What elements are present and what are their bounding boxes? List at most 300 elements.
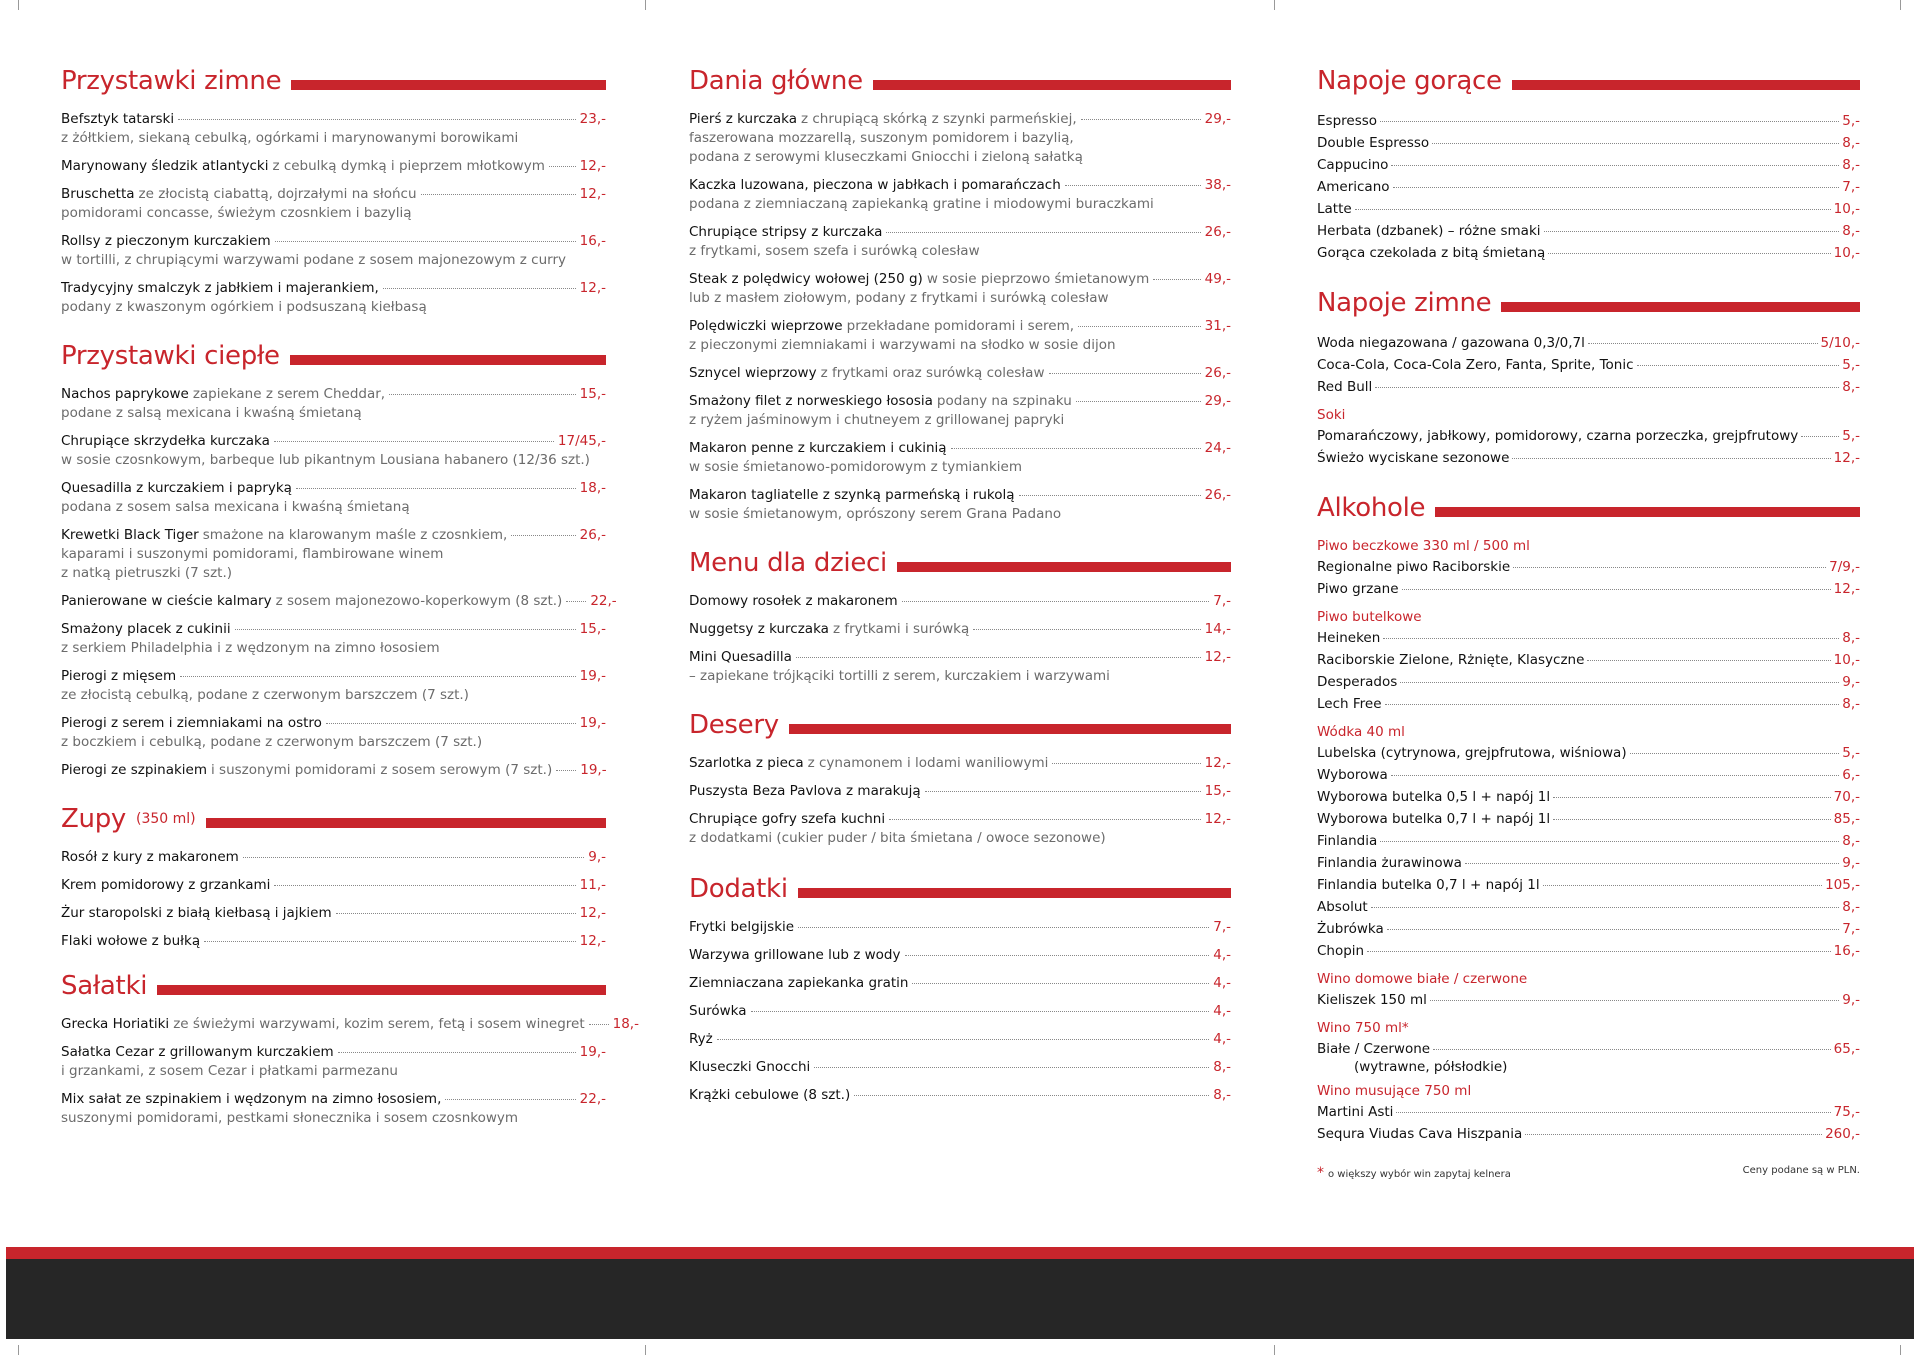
menu-item-price: 7,- [1213,919,1231,935]
section-napoje-gorace [1317,62,1860,264]
menu-item [61,904,606,923]
section-title: Dodatki [689,874,788,904]
drink-item-name: Cappucino [1317,157,1389,173]
dot-leader [925,791,1201,792]
menu-item [61,876,606,895]
menu-item [61,1090,606,1128]
dot-leader [1380,841,1839,842]
drink-item-name: Latte [1317,201,1352,217]
menu-item-description: z sosem majonezowo-koperkowym (8 szt.) [275,593,563,609]
menu-item-line [61,185,606,204]
drink-item-name: Finlandia butelka 0,7 l + napój 1l [1317,877,1540,893]
dot-leader [1587,660,1830,661]
menu-item-price: 15,- [1204,783,1231,799]
menu-item-line [689,364,1231,383]
menu-item-name: Tradycyjny smalczyk z jabłkiem i majerankiem, [61,280,379,296]
drink-item [1317,764,1860,786]
menu-item-name: Steak z polędwicy wołowej (250 g) [689,271,923,287]
menu-item-name: Rollsy z pieczonym kurczakiem [61,233,271,249]
menu-item-price: 29,- [1204,393,1231,409]
menu-item-detail: w sosie śmietanowym, oprószony serem Grana Padano [689,506,1062,522]
menu-item-name: Mini Quesadilla [689,649,792,665]
menu-item-description: ze świeżymi warzywami, kozim serem, fetą i sosem winegret [173,1016,585,1032]
menu-column-left [61,62,639,1148]
dot-leader [1801,436,1839,437]
menu-item-line [689,810,1231,829]
section-rule [789,724,1231,734]
section-header [1317,284,1860,322]
menu-item-detail: w sosie czosnkowym, barbeque lub pikantnym Lousiana habanero (12/36 szt.) [61,452,590,468]
drink-item-price: 8,- [1842,833,1860,849]
menu-item-detail: podane z salsą mexicana i kwaśną śmietaną [61,405,362,421]
menu-item [61,479,606,517]
menu-item [689,620,1231,639]
menu-column-middle [689,62,1231,1125]
menu-item-name: Pierogi z serem i ziemniakami na ostro [61,715,322,731]
section-header [689,544,1231,582]
dot-leader [1391,165,1839,166]
section-title: Zupy [61,804,126,834]
drink-item-price: 8,- [1842,157,1860,173]
menu-item-name: Befsztyk tatarski [61,111,175,127]
dot-leader [1465,863,1839,864]
menu-item-name: Domowy rosołek z makaronem [689,593,898,609]
menu-item [61,185,606,223]
menu-item-price: 22,- [590,593,617,609]
menu-item-detail: podana z ziemniaczaną zapiekanką gratine i miodowymi buraczkami [689,196,1154,212]
dot-leader [1433,1049,1831,1050]
menu-item-name: Polędwiczki wieprzowe [689,318,843,334]
dot-leader [796,657,1201,658]
crop-mark [1274,0,1275,10]
menu-item-name: Mix sałat ze szpinakiem i wędzonym na zimno łososiem, [61,1091,442,1107]
menu-item [689,1002,1231,1021]
menu-item-price: 26,- [579,527,606,543]
drink-item [1317,1101,1860,1123]
menu-item [689,364,1231,383]
dot-leader [889,819,1201,820]
dot-leader [1371,907,1840,908]
menu-item [61,1015,639,1034]
dot-leader [180,676,576,677]
menu-item-detail: z boczkiem i cebulką, podane z czerwonym barszczem (7 szt.) [61,734,483,750]
bottom-band [6,1247,1914,1339]
section-salatki [61,967,639,1128]
drink-item-price: 9,- [1842,855,1860,871]
section-dodatki [689,870,1231,1105]
dot-leader [296,488,576,489]
crop-mark [645,1345,646,1355]
menu-item-description: z frytkami i surówką [832,621,970,637]
dot-leader [338,1052,576,1053]
drink-item-price: 9,- [1842,674,1860,690]
drink-item [1317,671,1860,693]
menu-item-price: 19,- [579,1044,606,1060]
drink-item-name: Piwo grzane [1317,581,1399,597]
drink-item-price: 65,- [1833,1041,1860,1057]
menu-item-name: Chrupiące skrzydełka kurczaka [61,433,270,449]
drink-item [1317,198,1860,220]
menu-item-detail: lub z masłem ziołowym, podany z frytkami i surówką colesław [689,290,1109,306]
dot-leader [1588,343,1818,344]
dot-leader [1153,279,1200,280]
menu-item-price: 38,- [1204,177,1231,193]
dot-leader [1430,1000,1839,1001]
menu-item-name: Rosół z kury z makaronem [61,849,239,865]
drink-item-price: 70,- [1833,789,1860,805]
drink-item-price: 16,- [1833,943,1860,959]
section-title: Menu dla dzieci [689,548,887,578]
drink-item-price: 8,- [1842,135,1860,151]
menu-item-line [61,110,606,129]
section-rule [291,80,606,90]
menu-item-line [61,432,606,451]
dot-leader [798,927,1209,928]
menu-item-line [689,1002,1231,1021]
menu-item [689,439,1231,477]
menu-item-description: i suszonymi pomidorami z sosem serowym (7 szt.) [211,762,553,778]
drink-item [1317,940,1860,962]
section-rule [897,562,1231,572]
menu-item-description: w sosie pieprzowo śmietanowym [926,271,1150,287]
drink-item [1317,627,1860,649]
section-header [61,967,606,1005]
menu-item-price: 14,- [1204,621,1231,637]
menu-item [689,176,1231,214]
menu-item-description: z frytkami oraz surówką colesław [820,365,1045,381]
section-rule [798,888,1231,898]
dot-leader [511,535,575,536]
drink-item-price: 75,- [1833,1104,1860,1120]
menu-item-name: Pierogi ze szpinakiem [61,762,208,778]
drink-item [1317,332,1860,354]
dot-leader [905,955,1210,956]
section-rule [157,985,606,995]
drink-item-price: 12,- [1833,581,1860,597]
menu-item-description: zapiekane z serem Cheddar, [192,386,386,402]
drink-item [1317,132,1860,154]
menu-item [689,1030,1231,1049]
menu-item-name: Kluseczki Gnocchi [689,1059,811,1075]
section-title: Przystawki zimne [61,66,282,96]
dot-leader [421,194,576,195]
menu-item-description: z cynamonem i lodami waniliowymi [807,755,1049,771]
menu-item-price: 26,- [1204,365,1231,381]
drink-item-price: 8,- [1842,899,1860,915]
section-przystawki-zimne [61,62,606,317]
drink-item-name: Wyborowa butelka 0,5 l + napój 1l [1317,789,1551,805]
dot-leader [326,723,576,724]
menu-item-line [689,223,1231,242]
menu-item-line [689,1086,1231,1105]
dot-leader [274,885,575,886]
drink-item-name: Regionalne piwo Raciborskie [1317,559,1511,575]
menu-item [689,392,1231,430]
drink-item-name: Absolut [1317,899,1368,915]
dot-leader [1380,121,1839,122]
menu-item-price: 24,- [1204,440,1231,456]
dot-leader [1052,763,1200,764]
dot-leader [589,1024,609,1025]
dot-leader [1081,119,1201,120]
drink-item-name: Espresso [1317,113,1378,129]
menu-item-detail: w sosie śmietanowo-pomidorowym z tymiankiem [689,459,1023,475]
dot-leader [1387,929,1839,930]
drink-item [1317,376,1860,398]
dot-leader [204,941,576,942]
menu-item-line [689,110,1231,129]
menu-item-line [61,479,606,498]
menu-item-name: Pierogi z mięsem [61,668,177,684]
menu-item-description: z cebulką dymką i pieprzem młotkowym [272,158,545,174]
drink-item [1317,176,1860,198]
drink-group-heading: Piwo butelkowe [1317,609,1422,625]
section-title: Desery [689,710,779,740]
section-przystawki-cieple [61,337,617,780]
menu-item [689,946,1231,965]
drink-item-name: Świeżo wyciskane sezonowe [1317,450,1510,466]
drink-item-name: Desperados [1317,674,1398,690]
menu-item [61,761,606,780]
drink-group-heading: Wódka 40 ml [1317,724,1405,740]
menu-item-price: 8,- [1213,1087,1231,1103]
menu-item [689,974,1231,993]
section-header [1317,489,1860,527]
menu-item [689,648,1231,686]
menu-item-description: podany na szpinaku [936,393,1072,409]
menu-item-price: 19,- [579,715,606,731]
drink-item-price: 5,- [1842,357,1860,373]
menu-item-price: 7,- [1213,593,1231,609]
crop-mark [1900,1345,1901,1355]
dot-leader [751,1011,1210,1012]
asterisk-icon: * [1317,1165,1324,1181]
footnote-currency: Ceny podane są w PLN. [1742,1165,1860,1176]
menu-item-price: 19,- [580,762,607,778]
menu-item-line [61,526,606,545]
menu-item-price: 4,- [1213,1003,1231,1019]
footnote [1317,1165,1860,1181]
menu-item-name: Puszysta Beza Pavlova z marakują [689,783,921,799]
menu-item-price: 12,- [579,933,606,949]
drink-item [1317,556,1860,578]
crop-mark [18,1345,19,1355]
menu-item-price: 29,- [1204,111,1231,127]
dot-leader [1393,187,1840,188]
section-rule [1501,302,1860,312]
menu-item-line [61,667,606,686]
drink-item-name: Coca-Cola, Coca-Cola Zero, Fanta, Sprite, Tonic [1317,357,1634,373]
section-rule [1435,507,1860,517]
drink-item-name: Double Espresso [1317,135,1430,151]
dot-leader [1367,951,1831,952]
section-rule [1512,80,1860,90]
menu-item [61,432,606,470]
menu-item [61,714,606,752]
menu-item-line [61,620,606,639]
drink-item-price: 12,- [1833,450,1860,466]
menu-item [689,754,1231,773]
drink-item [1317,1123,1860,1145]
drink-item-name: Red Bull [1317,379,1373,395]
drink-item-price: 8,- [1842,630,1860,646]
menu-item [61,385,606,423]
menu-item-name: Nachos paprykowe [61,386,189,402]
dot-leader [556,770,576,771]
section-rule [873,80,1231,90]
menu-item [61,592,617,611]
menu-item-price: 4,- [1213,975,1231,991]
drink-item [1317,1038,1860,1060]
section-menu-dzieci [689,544,1231,686]
menu-item-price: 15,- [579,386,606,402]
menu-item-line [61,1090,606,1109]
drink-item-price: 8,- [1842,696,1860,712]
drink-item-name: Finlandia żurawinowa [1317,855,1462,871]
menu-item-price: 4,- [1213,947,1231,963]
menu-item-name: Krążki cebulowe (8 szt.) [689,1087,851,1103]
menu-item-price: 12,- [1204,755,1231,771]
drink-item-name: Pomarańczowy, jabłkowy, pomidorowy, czarna porzeczka, grejpfrutowy [1317,428,1799,444]
menu-item-detail: podana z serowymi kluseczkami Gniocchi i zieloną sałatką [689,149,1083,165]
drink-item [1317,896,1860,918]
dot-leader [1630,753,1840,754]
menu-item [61,932,606,951]
drink-item-price: 9,- [1842,992,1860,1008]
dot-leader [1355,209,1831,210]
menu-item [61,1043,606,1081]
crop-mark [18,0,19,10]
menu-item-line [689,1030,1231,1049]
menu-item-name: Makaron penne z kurczakiem i cukinią [689,440,947,456]
section-title: Napoje gorące [1317,66,1502,96]
footnote-wine-note: * o większy wybór win zapytaj kelnera [1317,1165,1511,1181]
section-title: Napoje zimne [1317,288,1492,318]
menu-item [689,1086,1231,1105]
menu-item-price: 12,- [579,158,606,174]
dot-leader [814,1067,1209,1068]
menu-item-price: 18,- [579,480,606,496]
menu-item-name: Szarlotka z pieca [689,755,804,771]
menu-item-name: Makaron tagliatelle z szynką parmeńską i rukolą [689,487,1015,503]
drink-item-name: Raciborskie Zielone, Rżnięte, Klasyczne [1317,652,1585,668]
menu-item-line [689,1058,1231,1077]
menu-item-price: 12,- [579,905,606,921]
drink-item [1317,649,1860,671]
menu-item-line [689,439,1231,458]
dot-leader [178,119,576,120]
drink-item-name: Kieliszek 150 ml [1317,992,1427,1008]
section-header [689,706,1231,744]
drink-item [1317,220,1860,242]
drink-item-name: Finlandia [1317,833,1378,849]
drink-item-price: 85,- [1833,811,1860,827]
dot-leader [1543,885,1822,886]
drink-item-price: 7,- [1842,179,1860,195]
section-zupy [61,800,606,951]
menu-item-line [61,232,606,251]
menu-item-detail: z ryżem jaśminowym i chutneyem z grillowanej papryki [689,412,1065,428]
menu-item-line [61,279,606,298]
drink-item-name: Heineken [1317,630,1381,646]
drink-item-price: 8,- [1842,379,1860,395]
drink-item [1317,154,1860,176]
menu-item-name: Smażony filet z norweskiego łososia [689,393,933,409]
menu-item-line [61,761,606,780]
menu-item-line [689,974,1231,993]
dot-leader [717,1039,1210,1040]
menu-item-name: Quesadilla z kurczakiem i papryką [61,480,292,496]
dot-leader [1076,401,1201,402]
section-header [1317,62,1860,100]
section-title: Sałatki [61,971,148,1001]
menu-item-line [689,392,1231,411]
menu-item-line [61,1015,639,1034]
menu-item [689,918,1231,937]
menu-item-price: 18,- [612,1016,639,1032]
dot-leader [1049,373,1201,374]
drink-item-price: 7/9,- [1829,559,1860,575]
crop-mark [1900,0,1901,10]
menu-item-detail: suszonymi pomidorami, pestkami słonecznika i sosem czosnkowym [61,1110,519,1126]
dot-leader [1383,638,1839,639]
menu-item-detail: z frytkami, sosem szefa i surówką colesław [689,243,980,259]
section-alkohole [1317,489,1860,1145]
menu-item [689,110,1231,167]
menu-item-price: 12,- [1204,649,1231,665]
dot-leader [1396,1112,1830,1113]
drink-item [1317,578,1860,600]
menu-item-line [689,486,1231,505]
drink-item-price: 5,- [1842,428,1860,444]
dot-leader [1513,567,1826,568]
drink-group-heading: Wino musujące 750 ml [1317,1083,1472,1099]
drink-group-heading: Wino domowe białe / czerwone [1317,971,1528,987]
drink-group-heading: Piwo beczkowe 330 ml / 500 ml [1317,538,1530,554]
menu-item-line [61,932,606,951]
dot-leader [383,288,576,289]
dot-leader [1402,589,1831,590]
drink-item-name: Lech Free [1317,696,1382,712]
menu-item [689,317,1231,355]
dot-leader [973,629,1200,630]
drink-item-name: Martini Asti [1317,1104,1394,1120]
menu-item-price: 16,- [579,233,606,249]
menu-item-name: Warzywa grillowane lub z wody [689,947,901,963]
crop-mark [1274,1345,1275,1355]
menu-item-price: 11,- [579,877,606,893]
section-header [61,800,606,838]
menu-item-name: Kaczka luzowana, pieczona w jabłkach i pomarańczach [689,177,1061,193]
dot-leader [1512,458,1830,459]
menu-item-name: Nuggetsy z kurczaka [689,621,829,637]
menu-item-detail: w tortilli, z chrupiącymi warzywami podane z sosem majonezowym z curry [61,252,567,268]
menu-item [689,270,1231,308]
menu-item [61,667,606,705]
dot-leader [243,857,584,858]
crop-mark [645,0,646,10]
drink-item-price: 10,- [1833,652,1860,668]
section-napoje-zimne [1317,284,1860,469]
menu-column-right [1317,62,1860,1181]
dot-leader [1548,253,1830,254]
menu-item-price: 17/45,- [557,433,606,449]
section-rule [290,355,606,365]
menu-item-price: 31,- [1204,318,1231,334]
dot-leader [1525,1134,1822,1135]
menu-item-name: Pierś z kurczaka [689,111,797,127]
menu-item-name: Chrupiące stripsy z kurczaka [689,224,883,240]
